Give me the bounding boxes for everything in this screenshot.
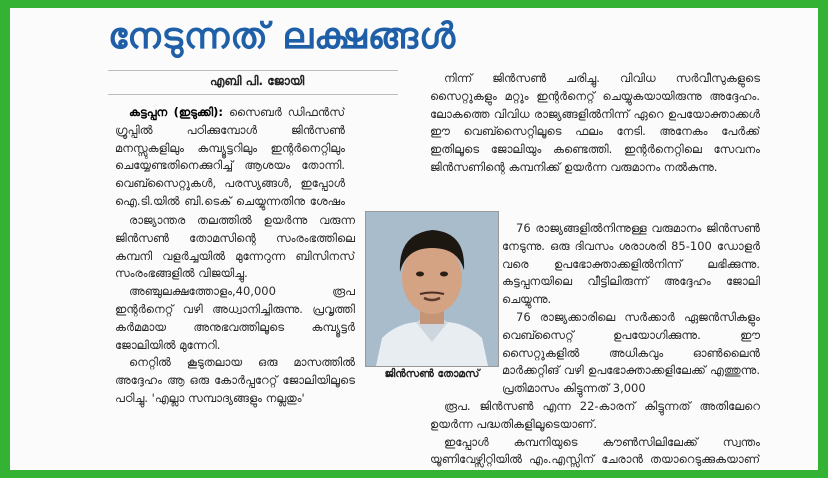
- paragraph-4: നെറ്റിൽ കൂടുതലായ ഒരു മാസത്തിൽ അദ്ദേഹം ആ ഒരു കോർപ്പറേറ്റ് ജോലിയിലൂടെ പഠിച്ചു. 'എല്ലാ സമ്പാദ്യങ്ങളും നല്ലതും': [115, 355, 355, 405]
- right-column-bottom: [430, 398, 760, 470]
- right-column-top: [430, 70, 760, 220]
- intro-paragraph: സൈബർ ഡിഫൻസ് ഗ്രൂപ്പിൽ പഠിക്കുമ്പോൾ ജിൻസൺ മനസ്സുകളിലും കമ്പ്യൂട്ടറിലും ഇന്റർനെറ്റിലും ചെയ്യേണ്ടതിനെക്കുറിച്ച് ആശയം തോന്നി. വെബ്സൈറ്റുകൾ, പരസ്യങ്ങൾ, ഇപ്പോൾ ഐ.ടി.യിൽ ബി.ടെക് ചെയ്യുന്നതിനു ശേഷം: [115, 105, 345, 208]
- portrait-photo: [365, 211, 499, 367]
- paragraph-2: രാജ്യാന്തര തലത്തിൽ ഉയർന്നു വരുന്ന ജിൻസൺ തോമസിന്റെ സംരംഭത്തിലെ കമ്പനി വളർച്ചയിൽ മുന്നേറുന്ന ബിസിനസ് സംരംഭങ്ങളിൽ വിജയിച്ചു.: [115, 213, 355, 281]
- right-paragraph-1: നിന്ന് ജിൻസൺ ചരിച്ചു. വിവിധ സർവീസുകളുടെ സൈറ്റുകളും മറ്റും ഇന്റർനെറ്റ് ചെയ്യുകയായിരുന്നു അദ്ദേഹം. ലോകത്തെ വിവിധ രാജ്യങ്ങളിൽനിന്ന് ഏറെ ഉപയോക്താക്കൾ ഈ വെബ്സൈറ്റിലൂടെ ഫലം നേടി. അനേകം പേർക്ക് ഇതിലൂടെ ജോലിയും കണ്ടെത്തി. ഇന്റർനെറ്റിലെ സേവനം ജിൻസണിന്റെ കമ്പനിക്ക് ഉയർന്ന വരുമാനം നൽകുന്നു.: [430, 71, 760, 174]
- portrait-image: [366, 212, 498, 366]
- byline: എബി പി. ജോയി: [210, 74, 305, 88]
- right-paragraph-5: ഇപ്പോൾ കമ്പനിയുടെ കൗൺസിലിലേക്ക് സ്വന്തം യൂണിവേഴ്സിറ്റിയിൽ എം.എസ്സിന് ചേരാൻ തയാറെടുക്കുകയാണ്: [430, 434, 760, 467]
- dateline: കട്ടപ്പന (ഇടുക്കി):: [129, 105, 223, 119]
- left-column-lower: [115, 212, 355, 470]
- left-column: [115, 104, 345, 212]
- right-paragraph-2: 76 രാജ്യങ്ങളിൽനിന്നുള്ള വരുമാനം ജിൻസൺ നേടുന്നു. ഒരു ദിവസം ശരാശരി 85-100 ഡോളർ വരെ ഉപഭോക്താക്കളിൽനിന്ന് ലഭിക്കുന്നു. കട്ടപ്പനയിലെ വീട്ടിലിരുന്ന് അദ്ദേഹം ജോലി ചെയ്യുന്നു.: [502, 221, 760, 307]
- byline-rule: [108, 70, 398, 71]
- right-column-middle: [502, 220, 760, 398]
- headline: നേടുന്നത് ലക്ഷങ്ങൾ: [108, 16, 457, 57]
- newspaper-clipping: [10, 8, 818, 470]
- byline-rule-bottom: [108, 94, 398, 95]
- right-paragraph-4: രൂപ. ജിൻസൺ എന്ന 22-കാരന് കിട്ടുന്നത് അതിലേറെ ഉയർന്ന പദ്ധതികളിലൂടെയാണ്.: [430, 399, 760, 431]
- photo-caption: ജിൻസൺ തോമസ്: [384, 368, 480, 380]
- right-paragraph-3: 76 രാജ്യക്കാരിലെ സർക്കാർ ഏജൻസികളും വെബ്സൈറ്റ് ഉപയോഗിക്കുന്നു. ഈ സൈറ്റുകളിൽ അധികവും ഓൺലൈൻ മാർക്കറ്റിങ് വഴി ഉപഭോക്താക്കളിലേക്ക് എത്തുന്നു. പ്രതിമാസം കിട്ടുന്നത് 3,000: [502, 309, 760, 396]
- paragraph-3: അഞ്ചുലക്ഷത്തോളം,40,000 രൂപ ഇന്റർനെറ്റ് വഴി അധ്വാനിച്ചിരുന്നു. പ്രവൃത്തി കർമമായ അനുഭവത്തിലൂടെ കമ്പ്യൂട്ടർ ജോലിയിൽ മുന്നേറി.: [115, 284, 355, 352]
